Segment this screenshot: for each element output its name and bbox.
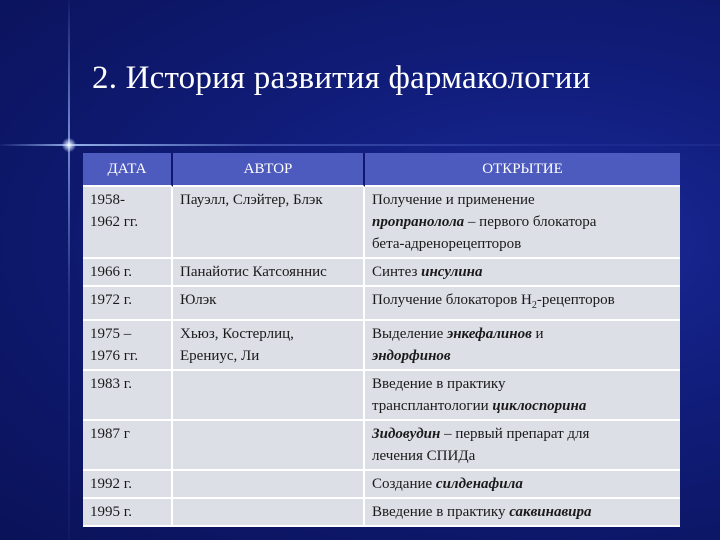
discovery-cell: Выделение энкефалинов и эндорфинов [365,321,680,371]
table-header-row [83,153,680,187]
drug-name: эндорфинов [372,348,451,364]
drug-name: циклоспорина [492,398,587,414]
date-cell: 1992 г. [83,471,173,499]
table-row [83,287,680,321]
header-date: ДАТА [83,153,173,187]
decor-vertical-line [68,0,70,540]
slide-title: 2. История развития фармакологии [92,60,591,96]
discovery-cell: Создание силденафила [365,471,680,499]
author-cell: Хьюз, Костерлиц, Ерениус, Ли [173,321,365,371]
date-cell: 1987 г [83,421,173,471]
drug-name: энкефалинов [446,326,532,342]
table-row [83,421,680,471]
table-row [83,321,680,371]
decor-horizontal-line [0,144,720,146]
table-row [83,371,680,421]
author-cell: Пауэлл, Слэйтер, Блэк [173,187,365,259]
discovery-cell: Введение в практику саквинавира [365,499,680,527]
discovery-cell: Синтез инсулина [365,259,680,287]
drug-name: инсулина [421,264,483,280]
author-cell [173,499,365,527]
discovery-cell: Получение блокаторов $Н_2$-рецепторов [365,287,680,321]
table-row [83,471,680,499]
discovery-cell: Введение в практику трансплантологии циклоспорина [365,371,680,421]
table-row [83,259,680,287]
table-row [83,187,680,259]
date-cell: 1972 г. [83,287,173,321]
author-cell [173,421,365,471]
author-cell: Панайотис Катсояннис [173,259,365,287]
author-cell: Юлэк [173,287,365,321]
header-discovery: ОТКРЫТИЕ [365,153,680,187]
history-table [83,153,680,527]
author-cell [173,371,365,421]
drug-name: пропранолола [372,214,465,230]
date-cell: 1983 г. [83,371,173,421]
table-row [83,499,680,527]
date-cell: 1966 г. [83,259,173,287]
discovery-cell: Получение и применение пропранолола – первого блокатора бета-адренорецепторов [365,187,680,259]
date-cell: 1958- 1962 гг. [83,187,173,259]
header-author: АВТОР [173,153,365,187]
date-cell: 1995 г. [83,499,173,527]
author-cell [173,471,365,499]
drug-name: Зидовудин [372,426,441,442]
decor-sparkle [62,138,76,152]
drug-name: саквинавира [509,504,592,520]
drug-name: силденафила [435,476,523,492]
discovery-cell: Зидовудин – первый препарат для лечения СПИДа [365,421,680,471]
date-cell: 1975 – 1976 гг. [83,321,173,371]
